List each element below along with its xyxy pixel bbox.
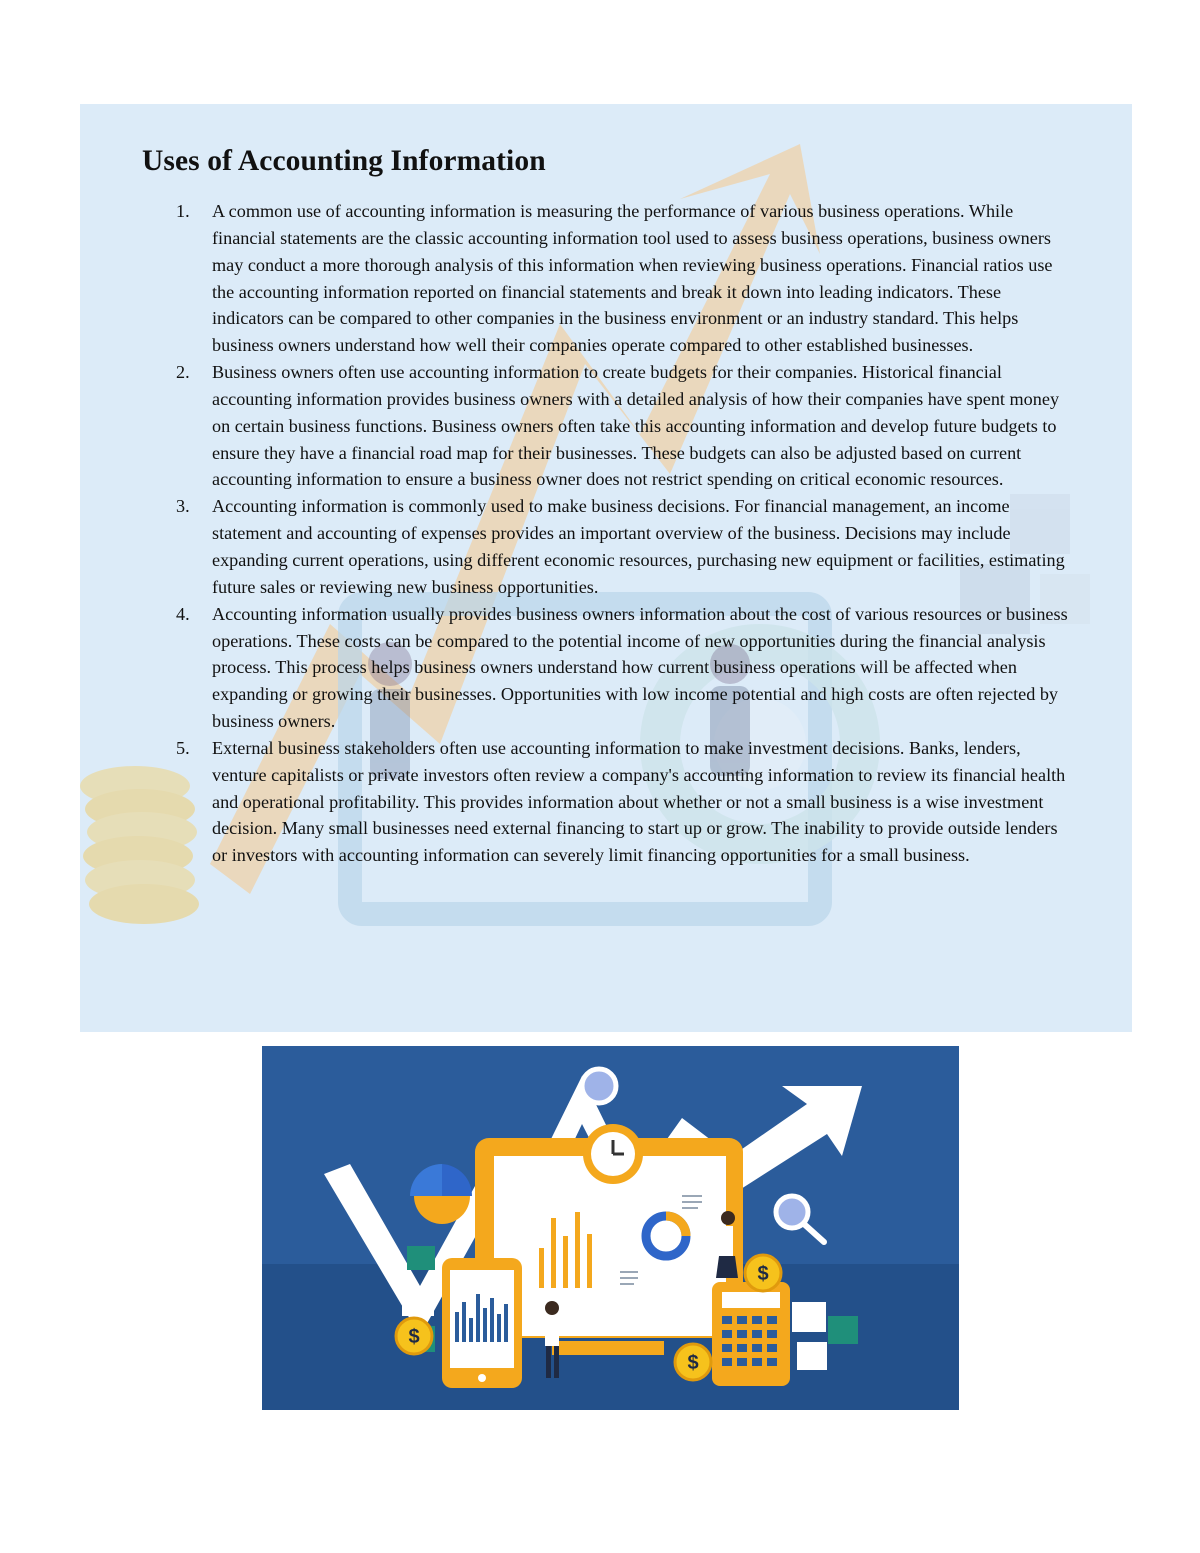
item-number: 1. [176,201,190,221]
coin-icon [675,1344,711,1380]
item-number: 2. [176,362,190,383]
page-title: Uses of Accounting Information [142,145,546,177]
coin-icon [396,1318,432,1354]
info-panel [80,104,1132,1032]
list-item [142,735,1072,869]
accounting-illustration [262,1046,959,1410]
item-text: Business owners often use accounting information to create budgets for their companies. Historical financial accounting information provides business owners with a detailed analysis of how their companies have spent money on certain business functions. Business owners often take this accounting information and develop future budgets to ensure they have a financial road map for their businesses. These budgets can also be adjusted based on current accounting information to ensure a business owner does not restrict spending on critical economic resources. [212,362,1060,490]
item-number: 3. [176,496,190,517]
svg-text:$: $ [408,1326,420,1348]
clock-icon [583,1124,643,1184]
item-text: A common use of accounting information is measuring the performance of various business operations. While financial statements are the classic accounting information tool used to assess business operations, business owners may conduct a more thorough analysis of this information when reviewing business operations. Financial ratios use the accounting information reported on financial statements and break it down into leading indicators. These indicators can be compared to other companies in the business environment or an industry standard. This helps business owners understand how well their companies operate compared to other established businesses. [212,201,1053,356]
svg-text:$: $ [757,1263,769,1285]
content-area [142,142,1072,869]
list-item [142,198,1072,359]
item-text: Accounting information is commonly used to make business decisions. For financial management, an income statement and accounting of expenses provides an important overview of the business. Decisions may include expanding current operations, using different economic resources, purchasing new equipment or facilities, estimating future sales or reviewing new business opportunities. [212,496,1065,597]
coin-icon [745,1255,781,1291]
item-text: External business stakeholders often use accounting information to make investment decisions. Banks, lenders, venture capitalists or private investors often review a company's accounting information to review its financial health and operational profitability. This provides information about whether or not a small business is a wise investment decision. Many small businesses need external financing to start up or grow. The inability to provide outside lenders or investors with accounting information can severely limit financing opportunities for a small business. [212,737,1066,866]
svg-text:$: $ [687,1352,699,1374]
item-number: 4. [176,603,190,624]
item-text: Accounting information usually provides business owners information about the cost of various resources or business operations. These costs can be compared to the potential income of new opportunities during the financial analysis process. This process helps business owners understand how current business operations will be affected when expanding or growing their businesses. Opportunities with low income potential and high costs are often rejected by business owners. [212,603,1068,732]
list-item [142,359,1072,493]
item-number: 5. [176,737,190,758]
list-item [142,601,1072,735]
list-item [142,493,1072,600]
uses-list [142,198,1072,869]
